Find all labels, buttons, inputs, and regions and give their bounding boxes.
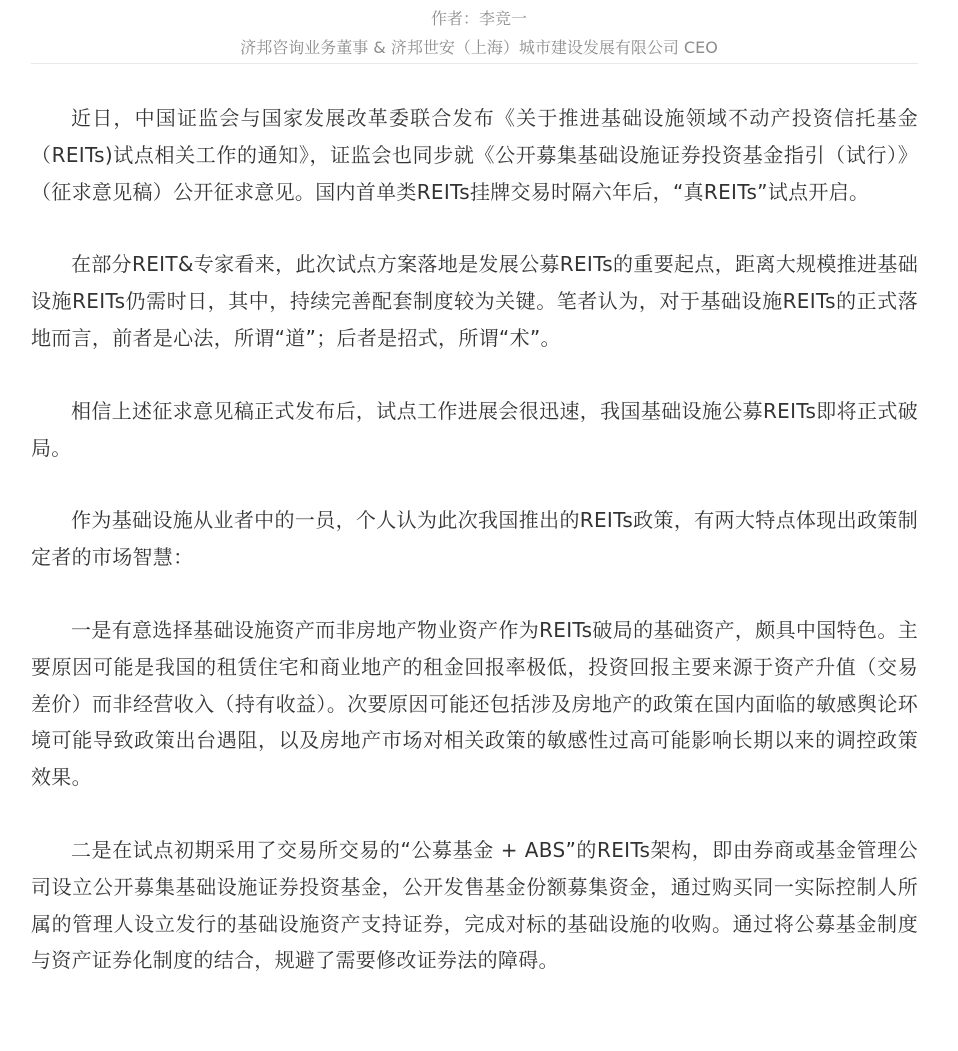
paragraph-outlook: 相信上述征求意见稿正式发布后，试点工作进展会很迅速，我国基础设施公募REITs即将正式破局。: [31, 398, 918, 460]
paragraph-feature-two: 二是在试点初期采用了交易所交易的“公募基金 + ABS”的REITs架构，即由券商或基金管理公司设立公开募集基础设施证券投资基金，公开发售基金份额募集资金，通过购买同一实际控制人所属的管理人设立发行的基础设施资产支持证券，完成对标的基础设施的收购。通过将公募基金制度与资产证券化制度的结合，规避了需要修改证券法的障碍。: [31, 837, 918, 973]
author-line: 作者：李竞一: [430, 9, 527, 28]
paragraph-feature-one: 一是有意选择基础设施资产而非房地产物业资产作为REITs破局的基础资产，颇具中国特色。主要原因可能是我国的租赁住宅和商业地产的租金回报率极低，投资回报主要来源于资产升值（交易差价）而非经营收入（持有收益）。次要原因可能还包括涉及房地产的政策在国内面临的敏感舆论环境可能导致政策出台遇阻，以及房地产市场对相关政策的敏感性过高可能影响长期以来的调控政策效果。: [31, 617, 918, 790]
article-body: [31, 100, 918, 1015]
author-affiliation: 济邦咨询业务董事 & 济邦世安（上海）城市建设发展有限公司 CEO: [240, 38, 718, 57]
paragraph-expert-view: 在部分REIT&专家看来，此次试点方案落地是发展公募REITs的重要起点，距离大规模推进基础设施REITs仍需时日，其中，持续完善配套制度较为关键。笔者认为，对于基础设施REITs的正式落地而言，前者是心法，所谓“道”；后者是招式，所谓“术”。: [31, 252, 918, 350]
header-divider: [31, 63, 918, 64]
paragraph-two-features: 作为基础设施从业者中的一员，个人认为此次我国推出的REITs政策，有两大特点体现出政策制定者的市场智慧：: [31, 508, 918, 570]
paragraph-intro: 近日，中国证监会与国家发展改革委联合发布《关于推进基础设施领域不动产投资信托基金（REITs)试点相关工作的通知》，证监会也同步就《公开募集基础设施证券投资基金指引（试行）》（征求意见稿）公开征求意见。国内首单类REITs挂牌交易时隔六年后，“真REITs”试点开启。: [31, 106, 918, 204]
